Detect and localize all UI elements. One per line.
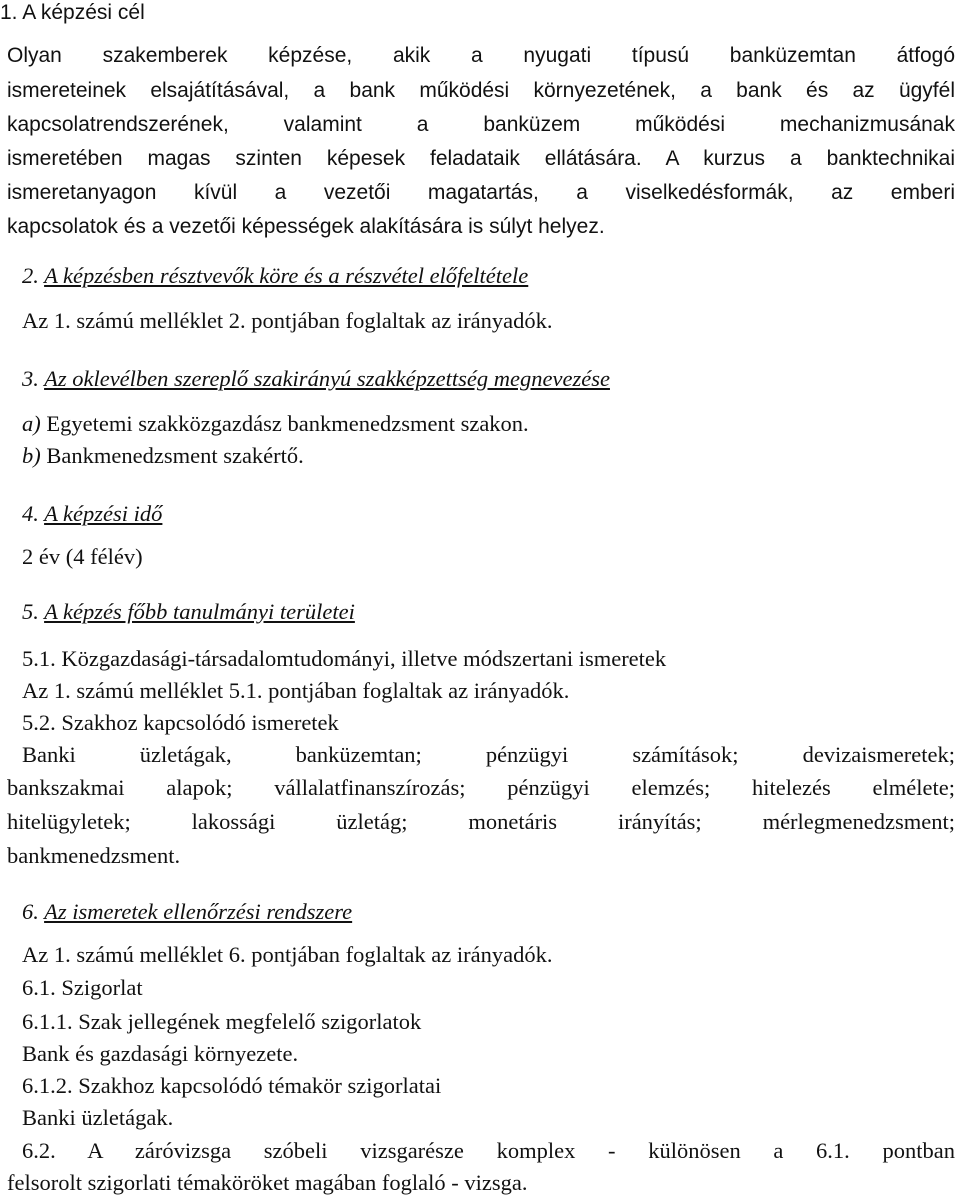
section-6-number: 6. [22, 899, 39, 924]
subsection-5-2-body-line: hitelügyletek; lakossági üzletág; monetáris irányítás; mérlegmenedzsment; [7, 809, 955, 834]
section-3-item-b [22, 445, 304, 468]
section-4-title: A képzési idő [44, 501, 163, 526]
subsection-5-2-body-line: Banki üzletágak, banküzemtan; pénzügyi számítások; devizaismeretek; [22, 742, 955, 767]
subsection-6-1-1-title: 6.1.1. Szak jellegének megfelelő szigorlatok [22, 1009, 422, 1034]
item-b-label: b) [22, 443, 41, 468]
section-4-number: 4. [22, 501, 39, 526]
subsection-6-1-2-body: Banki üzletágak. [22, 1105, 174, 1130]
subsection-6-1-title: 6.1. Szigorlat [22, 975, 143, 1000]
section-1-paragraph-line: ismereteinek elsajátításával, a bank működési környezetének, a bank és az ügyfél [7, 79, 955, 102]
section-1-paragraph-line: kapcsolatrendszerének, valamint a banküzem működési mechanizmusának [7, 113, 955, 136]
section-6-body: Az 1. számú melléklet 6. pontjában foglaltak az irányadók. [22, 942, 553, 967]
section-1-paragraph-line: Olyan szakemberek képzése, akik a nyugati típusú banküzemtan átfogó [7, 44, 955, 67]
section-5-title: A képzés főbb tanulmányi területei [44, 599, 355, 624]
section-4-body: 2 év (4 félév) [22, 544, 143, 569]
subsection-5-2-body-line: bankszakmai alapok; vállalatfinanszírozás; pénzügyi elemzés; hitelezés elmélete; [7, 775, 955, 800]
section-2-number: 2. [22, 263, 39, 288]
section-1-paragraph-line: ismeretanyagon kívül a vezetői magatartás, a viselkedésformák, az emberi [7, 181, 955, 204]
section-3-title: Az oklevélben szereplő szakirányú szakképzettség megnevezése [44, 366, 610, 391]
section-5-number: 5. [22, 599, 39, 624]
section-3-item-a [22, 413, 529, 436]
item-a-label: a) [22, 411, 41, 436]
section-1-title: 1. A képzési cél [0, 1, 145, 24]
section-5-heading [22, 601, 355, 624]
section-4-heading [22, 503, 162, 526]
section-3-number: 3. [22, 366, 39, 391]
subsection-6-2-line: felsorolt szigorlati témaköröket magában foglaló - vizsga. [7, 1170, 528, 1195]
subsection-5-2-body-line: bankmenedzsment. [7, 843, 181, 868]
section-1-paragraph-line: ismeretében magas szinten képesek feladataik ellátására. A kurzus a banktechnikai [7, 147, 955, 170]
subsection-6-2-line: 6.2. A záróvizsga szóbeli vizsgarésze komplex - különösen a 6.1. pontban [22, 1138, 955, 1163]
subsection-5-2-title: 5.2. Szakhoz kapcsolódó ismeretek [22, 710, 339, 735]
section-1-paragraph-line: kapcsolatok és a vezetői képességek alakítására is súlyt helyez. [7, 215, 605, 238]
section-3-heading [22, 368, 610, 391]
subsection-5-1-title: 5.1. Közgazdasági-társadalomtudományi, illetve módszertani ismeretek [22, 646, 667, 671]
section-6-title: Az ismeretek ellenőrzési rendszere [44, 899, 353, 924]
section-6-heading [22, 901, 352, 924]
section-2-title: A képzésben résztvevők köre és a részvétel előfeltétele [44, 263, 529, 288]
item-b-text: Bankmenedzsment szakértő. [46, 443, 304, 468]
item-a-text: Egyetemi szakközgazdász bankmenedzsment szakon. [46, 411, 529, 436]
section-2-heading [22, 265, 528, 288]
subsection-6-1-1-body: Bank és gazdasági környezete. [22, 1041, 299, 1066]
section-2-body: Az 1. számú melléklet 2. pontjában foglaltak az irányadók. [22, 308, 553, 333]
subsection-5-1-body: Az 1. számú melléklet 5.1. pontjában foglaltak az irányadók. [22, 678, 570, 703]
subsection-6-1-2-title: 6.1.2. Szakhoz kapcsolódó témakör szigorlatai [22, 1073, 442, 1098]
